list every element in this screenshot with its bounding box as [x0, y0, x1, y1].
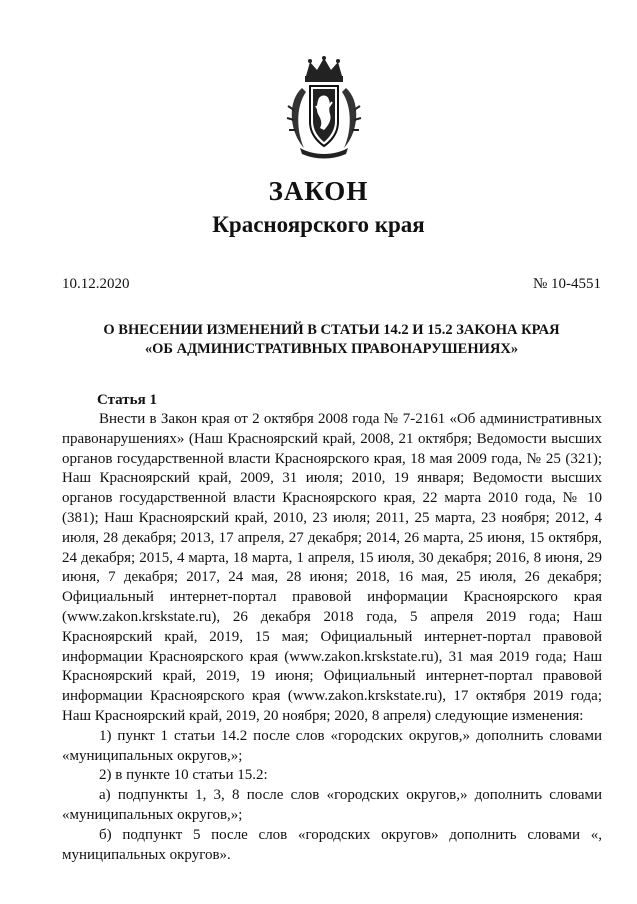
law-heading: [62, 321, 601, 359]
paragraph-subitem-a: а) подпункты 1, 3, 8 после слов «городских округов,» дополнить словами «муниципальных округов,»;: [62, 787, 602, 823]
paragraph-item-2: 2) в пункте 10 статьи 15.2:: [99, 767, 268, 784]
coat-of-arms-icon: [284, 56, 364, 160]
law-heading-line-2: «ОБ АДМИНИСТРАТИВНЫХ ПРАВОНАРУШЕНИЯХ»: [144, 341, 519, 357]
document-title: ЗАКОН: [268, 176, 369, 206]
paragraph-subitem-b: б) подпункт 5 после слов «городских округов» дополнить словами «, муниципальных округов».: [62, 826, 602, 863]
document-number: № 10-4551: [532, 276, 601, 292]
document-subtitle: Красноярского края: [212, 212, 425, 237]
article-body: [62, 410, 602, 865]
paragraph-item-1: 1) пункт 1 статьи 14.2 после слов «городских округов,» дополнить словами «муниципальных округов,»;: [62, 727, 602, 764]
paragraph-intro: Внести в Закон края от 2 октября 2008 года № 7-2161 «Об административных правонарушениях» (Наш Красноярский край, 2008, 21 октября; Ведомости высших органов государственной власти Красноярского края, 18 мая 2009 года, № 25 (321); Наш Красноярский край, 2009, 31 июля; 2010, 19 января; Ведомости высших органов государственной власти Красноярского края, 22 марта 2010 года, № 10 (381); Наш Красноярский край, 2010, 23 июля; 2011, 25 марта, 23 ноября; 2012, 4 июля, 28 декабря; 2013, 17 апреля, 27 декабря; 2014, 26 марта, 25 июня, 15 октября, 24 декабря; 2015, 4 марта, 18 марта, 1 апреля, 15 июля, 30 декабря; 2016, 8 июня, 29 июня, 7 декабря; 2017, 24 мая, 28 июня; 2018, 16 мая, 25 июля, 26 декабря; Официальный интернет-портал правовой информации Красноярского края (www.zakon.krskstate.ru), 26 декабря 2018 года, 5 апреля 2019 года; Наш Красноярский край, 2019, 15 мая; Официальный интернет-портал правовой информации Красноярского края (www.zakon.krskstate.ru), 31 мая 2019 года; Наш Красноярский край, 2019, 19 июня; Официальный интернет-портал правовой информации Красноярского края (www.zakon.krskstate.ru), 17 октября 2019 года; Наш Красноярский край, 2019, 20 ноября; 2020, 8 апреля) следующие изменения:: [62, 411, 602, 724]
document-date: 10.12.2020: [62, 276, 130, 292]
law-heading-line-1: О ВНЕСЕНИИ ИЗМЕНЕНИЙ В СТАТЬИ 14.2 И 15.2 ЗАКОНА КРАЯ: [103, 322, 560, 338]
article-title: Статья 1: [97, 392, 157, 408]
